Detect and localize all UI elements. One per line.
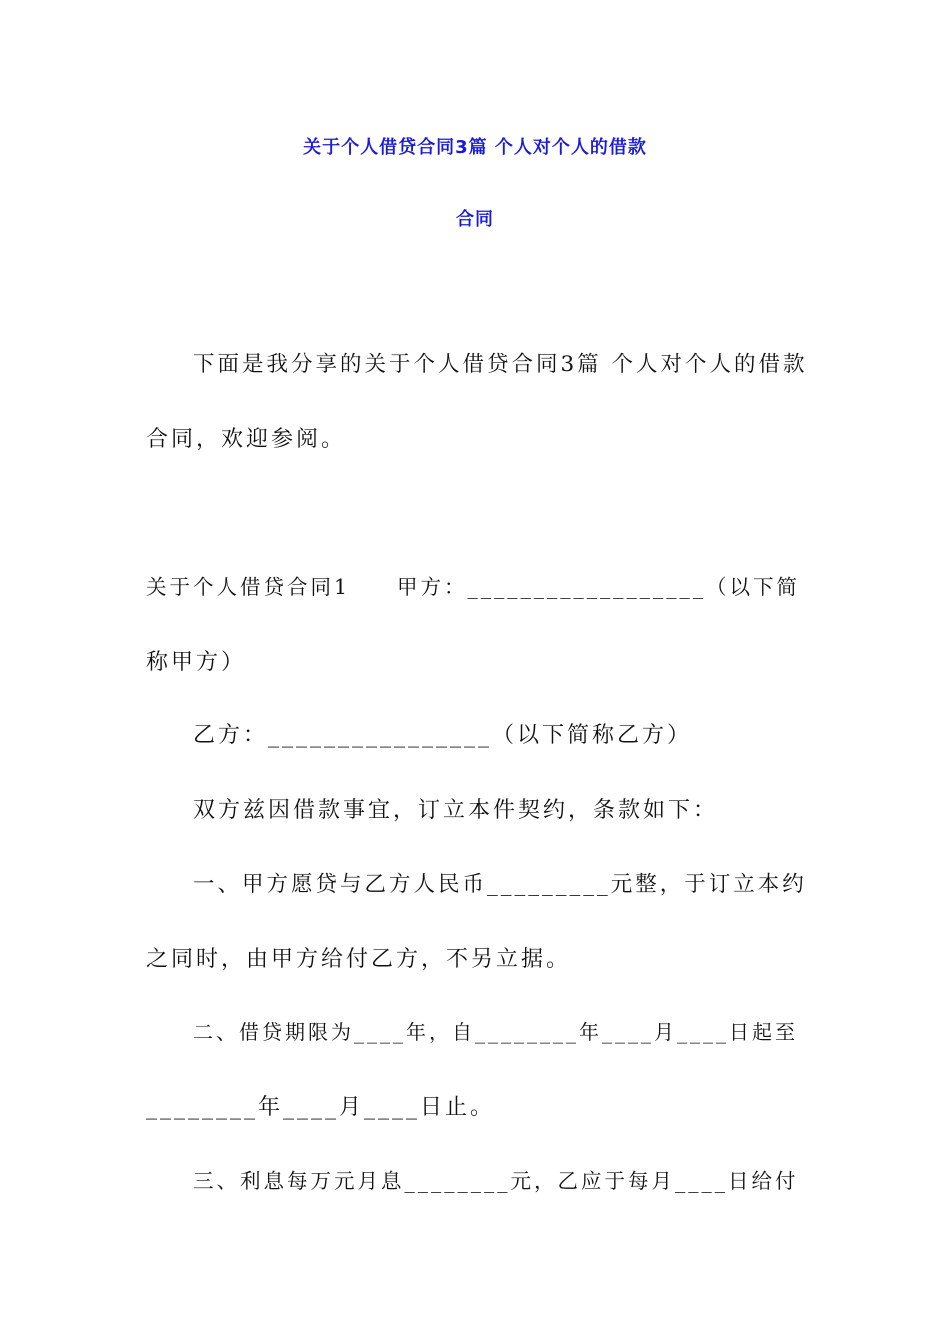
clause-1-line-1: 一、甲方愿贷与乙方人民币_________元整，于订立本约 — [193, 872, 807, 897]
clause-3-line-1: 三、利息每万元月息________元，乙应于每月____日给付 — [193, 1169, 799, 1193]
intro-line-2: 合同，欢迎参阅。 — [146, 427, 347, 452]
section-1-heading-line-1: 关于个人借贷合同1 甲方：__________________（以下简 — [146, 575, 801, 599]
document-title-line-2: 合同 — [456, 209, 494, 230]
party-b-line: 乙方：________________（以下简称乙方） — [193, 723, 693, 748]
clause-2-line-1: 二、借贷期限为____年，自________年____月____日起至 — [193, 1020, 798, 1044]
document-title-line-1: 关于个人借贷合同3篇 个人对个人的借款 — [303, 137, 647, 158]
agreement-line: 双方兹因借款事宜，订立本件契约，条款如下： — [193, 798, 719, 823]
clause-2-line-2: ________年____月____日止。 — [146, 1095, 496, 1120]
clause-1-line-2: 之同时，由甲方给付乙方，不另立据。 — [146, 947, 572, 972]
intro-line-1: 下面是我分享的关于个人借贷合同3篇 个人对个人的借款 — [193, 352, 808, 377]
section-1-heading-line-2: 称甲方） — [146, 650, 247, 675]
